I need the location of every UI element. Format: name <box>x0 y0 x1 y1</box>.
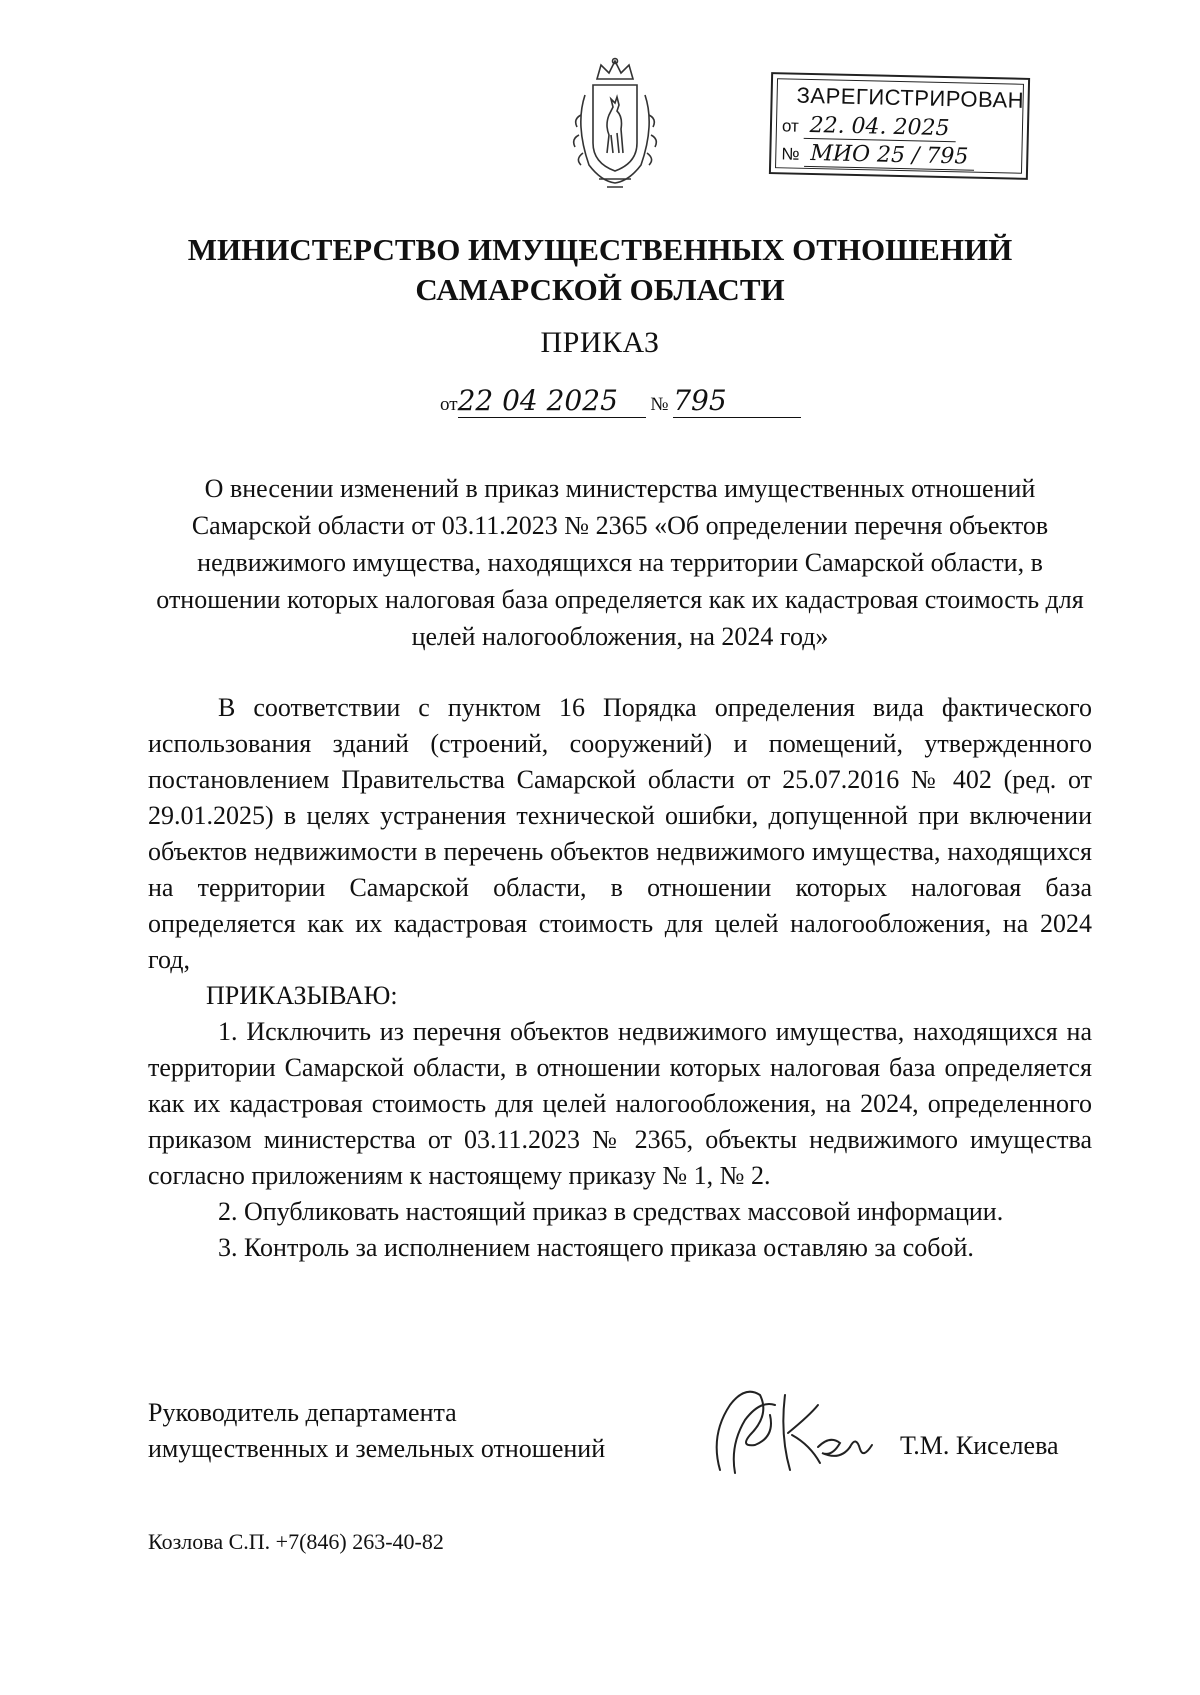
coat-of-arms-icon <box>555 55 675 195</box>
order-subject: О внесении изменений в приказ министерства имущественных отношений Самарской области от 03.11.2023 № 2365 «Об определении перечня объектов недвижимого имущества, находящихся на территории Самарской области, в отношении которых налоговая база определяется как их кадастровая стоимость для целей налогообложения, на 2024 год» <box>156 474 1084 651</box>
stamp-date-value: 22. 04. 2025 <box>803 113 956 142</box>
order-date-prefix: от <box>440 394 458 415</box>
signatory-name: Т.М. Киселева <box>900 1431 1059 1460</box>
ministry-line-2: САМАРСКОЙ ОБЛАСТИ <box>415 272 785 307</box>
signatory-title-line-1: Руководитель департамента <box>148 1398 457 1427</box>
stamp-date-prefix: от <box>781 116 800 136</box>
stamp-title: ЗАРЕГИСТРИРОВАН <box>796 82 1025 113</box>
order-number-value: 795 <box>673 384 727 417</box>
order-number-prefix: № <box>650 394 669 415</box>
stamp-date-row <box>782 112 956 141</box>
order-item-2: 2. Опубликовать настоящий приказ в средствах массовой информации. <box>218 1197 1004 1226</box>
signatory-title-line-2: имущественных и земельных отношений <box>148 1434 606 1463</box>
preamble-paragraph: В соответствии с пунктом 16 Порядка определения вида фактического использования зданий (строений, сооружений) и помещений, утвержденного постановлением Правительства Самарской области от 25.07.2016 № 402 (ред. от 29.01.2025) в целях устранения технической ошибки, допущенной при включении объектов недвижимости в перечень объектов недвижимого имущества, находящихся на территории Самарской области, в отношении которых налоговая база определяется как их кадастровая стоимость для целей налогообложения, на 2024 год, <box>148 693 1092 974</box>
signatory-title <box>148 1395 605 1467</box>
handwritten-signature-icon <box>700 1375 880 1480</box>
order-date-number-line <box>440 384 801 418</box>
ministry-name <box>0 230 1200 310</box>
stamp-number-row <box>781 140 975 169</box>
order-word: ПРИКАЗЫВАЮ: <box>206 981 398 1010</box>
order-body <box>148 690 1092 1266</box>
ministry-line-1: МИНИСТЕРСТВО ИМУЩЕСТВЕННЫХ ОТНОШЕНИЙ <box>187 232 1013 267</box>
document-type: ПРИКАЗ <box>540 326 660 359</box>
executor-contact: Козлова С.П. +7(846) 263-40-82 <box>148 1529 444 1554</box>
registration-stamp <box>769 72 1030 180</box>
stamp-number-value: МИО 25 / 795 <box>804 141 975 171</box>
stamp-number-prefix: № <box>781 144 800 164</box>
order-date-value: 22 04 2025 <box>457 384 618 417</box>
order-item-3: 3. Контроль за исполнением настоящего приказа оставляю за собой. <box>218 1233 974 1262</box>
order-item-1: 1. Исключить из перечня объектов недвижимого имущества, находящихся на территории Самарской области, в отношении которых налоговая база определяется как их кадастровая стоимость для целей налогообложения, на 2024, определенного приказом министерства от 03.11.2023 № 2365, объекты недвижимого имущества согласно приложениям к настоящему приказу № 1, № 2. <box>148 1017 1092 1190</box>
